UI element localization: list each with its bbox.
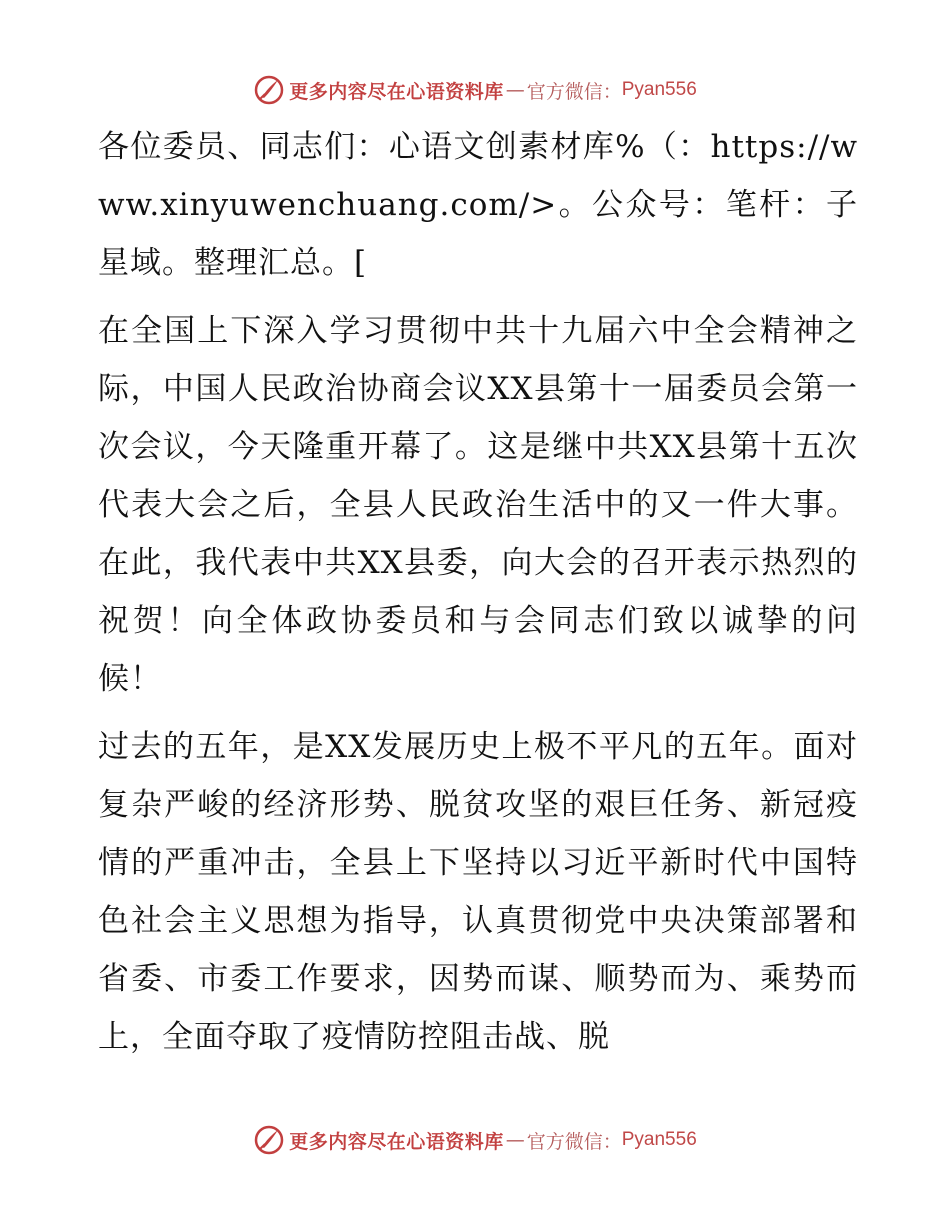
footer-banner xyxy=(0,1120,950,1160)
header-brand-text: 更多内容尽在心语资料库 xyxy=(289,80,504,103)
footer-separator: — xyxy=(505,1129,525,1151)
footer-wechat-id: Pyan556 xyxy=(621,1129,697,1150)
header-separator: — xyxy=(505,79,525,101)
paragraph-salutation: 各位委员、同志们：心语文创素材库%（：https://www.xinyuwenchuang.com/>。公众号：笔杆：子星域。整理汇总。[ xyxy=(98,129,858,281)
paragraph-review: 过去的五年，是XX发展历史上极不平凡的五年。面对复杂严峻的经济形势、脱贫攻坚的艰巨任务、新冠疫情的严重冲击，全县上下坚持以习近平新时代中国特色社会主义思想为指导，认真贯彻党中央决策部署和省委、市委工作要求，因势而谋、顺势而为、乘势而上，全面夺取了疫情防控阻击战、脱 xyxy=(98,729,858,1055)
footer-wechat-label: 官方微信： xyxy=(526,1130,622,1153)
header-banner xyxy=(0,70,950,110)
header-wechat-label: 官方微信： xyxy=(526,80,622,103)
feather-seal-icon xyxy=(253,74,285,106)
paragraph-opening: 在全国上下深入学习贯彻中共十九届六中全会精神之际，中国人民政治协商会议XX县第十一届委员会第一次会议，今天隆重开幕了。这是继中共XX县第十五次代表大会之后，全县人民政治生活中的又一件大事。在此，我代表中共XX县委，向大会的召开表示热烈的祝贺！向全体政协委员和与会同志们致以诚挚的问候！ xyxy=(98,313,858,697)
feather-seal-icon xyxy=(253,1124,285,1156)
header-wechat-id: Pyan556 xyxy=(621,79,697,100)
document-body xyxy=(98,118,858,1076)
footer-brand-text: 更多内容尽在心语资料库 xyxy=(289,1130,504,1153)
